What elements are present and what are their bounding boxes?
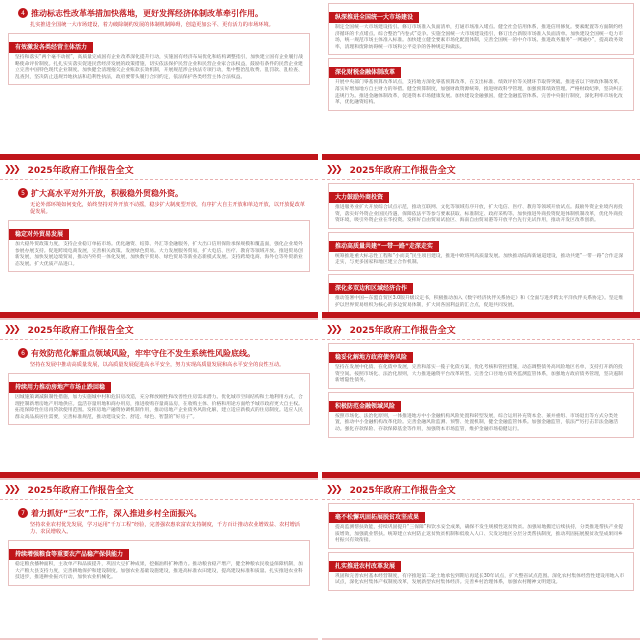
section-box — [328, 343, 634, 389]
section-title: 毫不松懈巩固拓展脱贫攻坚成果 — [329, 512, 425, 523]
number-badge: 5 — [18, 188, 28, 198]
section-text: 稳定粮食播种面积，主攻单产和品质提升，巩固大豆扩种成果，挖掘油料扩种潜力。推动粮食稳产增产，健全种粮农民收益保障机制，加大产粮大县支持力度，完善耕地保护和建设制度。加强农业基础设施建设，推进高标准农田建设，提高建设标准和质量。扎实推进农业科技进步，推进种业振兴行动，加快农业机械化。 — [15, 562, 303, 581]
section-text: 推进服务业扩大开放综合试点示范，推动互联网、文化等领域有序开放，扩大电信、医疗、教育等领域开放试点。鼓励外资企业境内再投资，落实好外资企业国民待遇，保障依法平等参与要素获取、标准制定、政府采购等。加快推进外商投资促进体制机制改革，优化外商投资环境，吸引外资企业在华投资。发挥好自由贸易试验区、海南自由贸易港等开放平台先行先试作用，推动开发区改革创新。 — [335, 205, 623, 224]
heading-title: 扩大高水平对外开放，积极稳外贸稳外资。 — [31, 188, 183, 198]
slide-header — [322, 320, 640, 340]
number-badge: 7 — [18, 508, 28, 518]
header-title: 2025年政府工作报告全文 — [349, 486, 456, 496]
section-box — [328, 183, 634, 229]
section-box — [328, 552, 634, 591]
header-title: 2025年政府工作报告全文 — [349, 166, 456, 176]
chevron-right-icon: ❯❯❯ — [4, 324, 18, 335]
section-title: 深化财税金融体制改革 — [329, 67, 401, 78]
heading-row — [18, 188, 310, 198]
section-text: 统筹推进重大标志性工程和“小而美”民生项目建设，推进中欧班列高质量发展。加快推动陆海新通道建设，推动共建“一带一路”合作走深走实，与更多国家和地区建立合作机制。 — [335, 253, 624, 266]
slide-right-3 — [322, 320, 640, 480]
section-box — [328, 58, 634, 110]
section-text: 开展中央部门零基预算改革试点，支持地方深化零基预算改革，在支出标准、绩效评价等关键环节取得突破。推进省以下财政体制改革，落实好增加地方自主财力的举措。健全预算制度，加强财政资源统筹，推进财政科学管理，加强预算绩效管理。严格财政纪律，坚决纠正违规行为。推进金融体制改革，促进资本市场健康发展。加快建设金融强国，健全金融监管体系。完善中央银行制度，深化利率市场化改革，优化融资结构。 — [335, 80, 623, 106]
section-box — [8, 373, 310, 425]
heading-row — [18, 508, 310, 518]
chevron-right-icon: ❯❯❯ — [326, 484, 340, 495]
slide-header — [0, 480, 318, 500]
slide-left-2 — [0, 160, 318, 320]
section-title: 积极防范金融领域风险 — [329, 401, 401, 412]
section-text: 加大稳外贸政策力度，支持企业稳订单拓市场。优化融资、结算、外汇等金融服务，扩大出口信用保险承保规模和覆盖面，强化企业境外参展办展支持。促进跨境电商发展，完善相关政策。发展绿色贸易。大力发展服务贸易，扩大电信、医疗、教育等领域开放。推进贸易创新发展，加快发展边境贸易，推动内外贸一体化发展，加快数字贸易、绿色贸易等新业态新模式发展。支持跨境电商、海外仓等外贸新业态发展。扩大优质产品进口。 — [15, 242, 303, 267]
section-box — [328, 274, 634, 313]
section-box — [8, 33, 310, 85]
section-text: 坚持在发展中化债、在化债中发展，完善和落实一揽子化债方案，优化考核和管控措施，动态调整债务高风险地区名单，支持打开新的投资空间。按照市场化、法治化原则，大力推进融资平台改革转型。完善全口径地方债务监测监管体系，加强地方政府债务管理，坚决遏制新增隐性债务。 — [335, 365, 623, 384]
chevron-right-icon: ❯❯❯ — [4, 484, 18, 495]
section-text: 巩固和完善农村基本经营制度，有序推进第二轮土地承包到期后再延长30年试点，扩大整省试点范围。深化农村集体经营性建设用地入市试点，深化农村集体产权制度改革，发展新型农村集体经济。完善乡村治理体系，加强农村精神文明建设。 — [335, 573, 625, 586]
slide-header — [322, 160, 640, 180]
chevron-right-icon: ❯❯❯ — [4, 164, 18, 175]
number-badge: 4 — [18, 8, 28, 18]
header-title: 2025年政府工作报告全文 — [27, 326, 134, 336]
section-title: 推动高质量共建“一带一路”走深走实 — [329, 241, 439, 252]
slide-header — [0, 160, 318, 180]
lead-text: 无论外部环境如何变化，始终坚持对外开放不动摇，稳步扩大制度型开放，有序扩大自主开放和单边开放，以开放促改革促发展。 — [30, 202, 305, 215]
heading-row — [18, 348, 310, 358]
bottom-bar — [0, 312, 318, 318]
section-title: 大力鼓励外商投资 — [329, 192, 389, 203]
slide-left-1 — [0, 0, 318, 160]
slide-right-2 — [322, 160, 640, 320]
section-title: 稳妥化解地方政府债务风险 — [329, 352, 413, 363]
section-title: 深化多双边和区域经济合作 — [329, 283, 413, 294]
section-title: 稳定对外贸易发展 — [9, 229, 69, 240]
heading-row — [18, 8, 310, 18]
section-box — [328, 392, 634, 438]
header-title: 2025年政府工作报告全文 — [27, 166, 134, 176]
section-title: 纵深推进全国统一大市场建设 — [329, 12, 419, 23]
bottom-bar — [322, 312, 640, 318]
slide-right-4 — [322, 480, 640, 640]
section-text: 因城施策调减限制性措施，加力实施城中村和危旧房改造，充分释放刚性和改善性住房需求潜力。优化城市空间结构和土地利用方式，合理控制新增房地产用地供应。盘活存量用地和商办用房，推进收购存量商品房，在收购主体、价格和用途方面给予城市政府更大自主权。拓宽保障性住房再贷款使用范围。发挥房地产融资协调机制作用，推动房地产企业债务风险化解，建立适应新模式的住房制度。适应人民群众高品质居住需要，完善标准规范，推动建设安全、舒适、绿色、智慧的“好房子”。 — [15, 395, 303, 420]
header-title: 2025年政府工作报告全文 — [349, 326, 456, 336]
section-box — [328, 503, 634, 549]
heading-title: 有效防范化解重点领域风险，牢牢守住不发生系统性风险底线。 — [31, 348, 255, 358]
heading-title: 推动标志性改革举措加快落地，更好发挥经济体制改革牵引作用。 — [31, 8, 263, 18]
slide-left-3 — [0, 320, 318, 480]
lead-text: 坚持在发展中推动高质量发展，以高质量发展促进高水平安全，努力实现高质量发展和高水平安全的良性互动。 — [30, 362, 285, 368]
lead-text: 扎实推进全国统一大市场建设，着力破除制约发展的体制机制障碍，创造更加公平、更有活力的市场环境。 — [30, 22, 274, 28]
section-title: 有效激发各类经营主体活力 — [9, 42, 93, 53]
slide-header — [322, 480, 640, 500]
section-title: 持续用力推动房地产市场止跌回稳 — [9, 382, 111, 393]
section-box — [328, 3, 634, 55]
section-title: 扎实推进农村改革发展 — [329, 561, 401, 572]
section-box — [328, 232, 634, 271]
lead-text: 坚持农业农村优先发展，学习运用“千万工程”经验，完善强农惠农富农支持制度，千方百计推动农业增效益、农村增活力、农民增收入。 — [30, 522, 300, 535]
bottom-bar — [322, 472, 640, 478]
section-text: 按照市场化、法治化原则，一体推进地方中小金融机构风险处置和转型发展，综合运用补充资本金、兼并重组、市场退出等方式分类处置，推动中小金融机构改革化险。完善金融风险监测、预警、处置机制，健全金融监管体系。加强金融监管，依法严厉打击非法金融活动。强化存款保险、存款保障基金等作用，加强资本市场监管，维护金融市场稳健运行。 — [335, 413, 619, 432]
chevron-right-icon: ❯❯❯ — [326, 324, 340, 335]
section-box — [8, 220, 310, 272]
section-text: 制定全国统一大市场建设指引。修订市场准入负面清单，打通市场准入堵点。健全社会信用体系，推进信用修复。要素配置等方面制约经济循环的卡点堵点。综合整治“内卷式”竞争。实施全国统一大市场建设指引，修订出台新版市场准入负面清单。加快建设全国统一电力市场，统一规范市场主体准入标准。加快建立健全要素市场化配置体制，完善全国统一的中介市场。推进政务服务“一网通办”，提高政务效率，清理和废除妨碍统一市场和公平竞争的各种规定和做法。 — [335, 25, 623, 50]
header-title: 2025年政府工作报告全文 — [27, 486, 134, 496]
section-box — [8, 540, 310, 586]
chevron-right-icon: ❯❯❯ — [326, 164, 340, 175]
section-text: 坚持和落实“两个毫不动摇”，高质量完成国有企业改革深化提升行动，实施国有经济布局优化和结构调整指引，加快建立国有企业履行战略使命评价制度。扎扎实实落实促进民营经济发展的政策措施，切实依法保护民营企业和民营企业家合法权益，鼓励有条件的民营企业建立完善中国特色现代企业制度。加快健全清理拖欠企业账款长效机制，开展规范涉企执法专项行动，集中整治乱收费、乱罚款、乱检查、乱查封，坚决防止违规异地执法和趋利性执法，政府要带头履行合同约定，依法保护各类经营主体合法权益。 — [15, 55, 303, 80]
bottom-bar — [0, 472, 318, 478]
number-badge: 6 — [18, 348, 28, 358]
slide-header — [0, 320, 318, 340]
section-text: 提高监测帮扶效能，持续巩固提升“三保障”和饮水安全成果，确保不发生规模性返贫致贫。加强易地搬迁后续扶持，分类推进帮扶产业提质增效，加强就业帮扶。统筹建立农村防止返贫致贫机制和低收入人口、欠发达地区分层分类帮扶制度，推动巩固拓展脱贫攻坚成果同乡村振兴有效衔接。 — [335, 525, 623, 544]
section-title: 持续增强粮食等重要农产品稳产保供能力 — [9, 549, 129, 560]
heading-title: 着力抓好“三农”工作，深入推进乡村全面振兴。 — [31, 508, 202, 518]
section-text: 推动签署中国—东盟自贸区3.0版升级议定书，积极推动加入《数字经济伙伴关系协定》和《全面与进步跨太平洋伙伴关系协定》。坚定维护以世界贸易组织为核心的多边贸易体制，扩大同各国利益的汇合点，促进共同发展。 — [335, 295, 624, 308]
slide-left-4 — [0, 480, 318, 640]
slide-right-1 — [322, 0, 640, 160]
